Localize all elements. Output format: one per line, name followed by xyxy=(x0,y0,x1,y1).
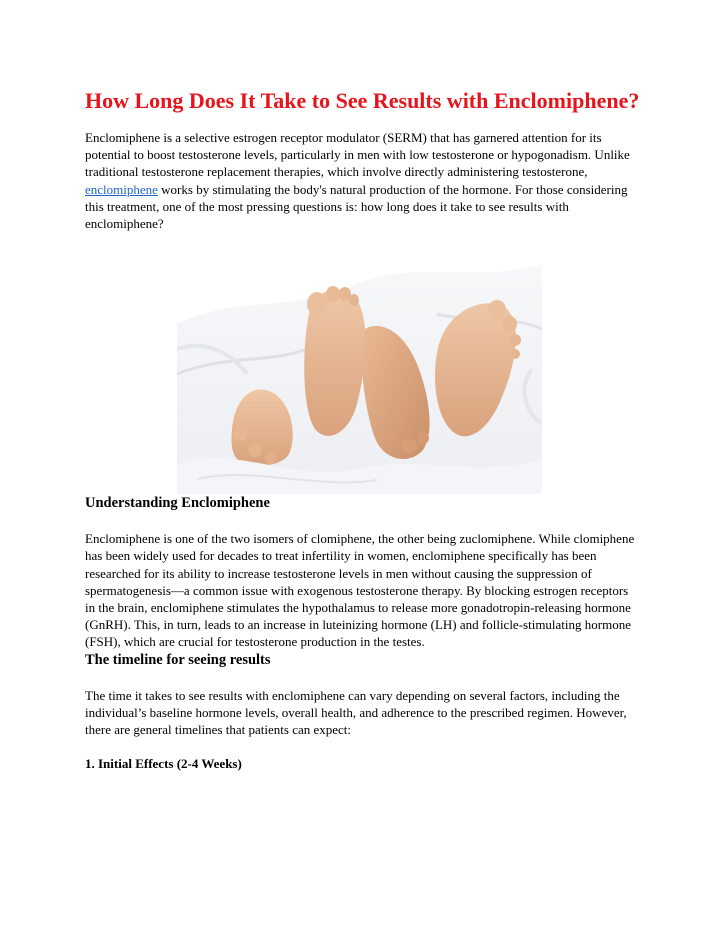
timeline-paragraph: The time it takes to see results with enclomiphene can vary depending on several factors, including the individual’s baseline hormone levels, overall health, and adherence to the prescribed regimen. However, there are general timelines that patients can expect: xyxy=(85,687,627,738)
section-heading-understanding: Understanding Enclomiphene xyxy=(85,495,270,512)
feet-under-sheet-image xyxy=(177,254,542,494)
intro-text-after-link: works by stimulating the body's natural production of the hormone. For those considering this treatment, one of the most pressing questions is: how long does it take to see results with enclomiphene? xyxy=(85,181,628,232)
intro-paragraph xyxy=(85,129,640,232)
understanding-paragraph: Enclomiphene is one of the two isomers of clomiphene, the other being zuclomiphene. While clomiphene has been widely used for decades to treat infertility in women, enclomiphene specifically has been researched for its ability to increase testosterone levels in men without causing the suppression of spermatogenesis—a common issue with exogenous testosterone therapy. By blocking estrogen receptors in the brain, enclomiphene stimulates the hypothalamus to release more gonadotropin-releasing hormone (GnRH). This, in turn, leads to an increase in luteinizing hormone (LH) and follicle-stimulating hormone (FSH), which are crucial for testosterone production in the testes. xyxy=(85,531,635,650)
intro-text-before-link: Enclomiphene is a selective estrogen receptor modulator (SERM) that has garnered attention for its potential to boost testosterone levels, particularly in men with low testosterone or hypogonadism. Unlike traditional testosterone replacement therapies, which involve directly administering testosterone, xyxy=(85,130,630,180)
enclomiphene-link[interactable]: enclomiphene xyxy=(85,181,158,197)
section-heading-timeline: The timeline for seeing results xyxy=(85,651,271,668)
subheading-initial-effects: 1. Initial Effects (2-4 Weeks) xyxy=(85,756,242,772)
article-title: How Long Does It Take to See Results with Enclomiphene? xyxy=(85,88,640,113)
document-page xyxy=(85,86,640,772)
